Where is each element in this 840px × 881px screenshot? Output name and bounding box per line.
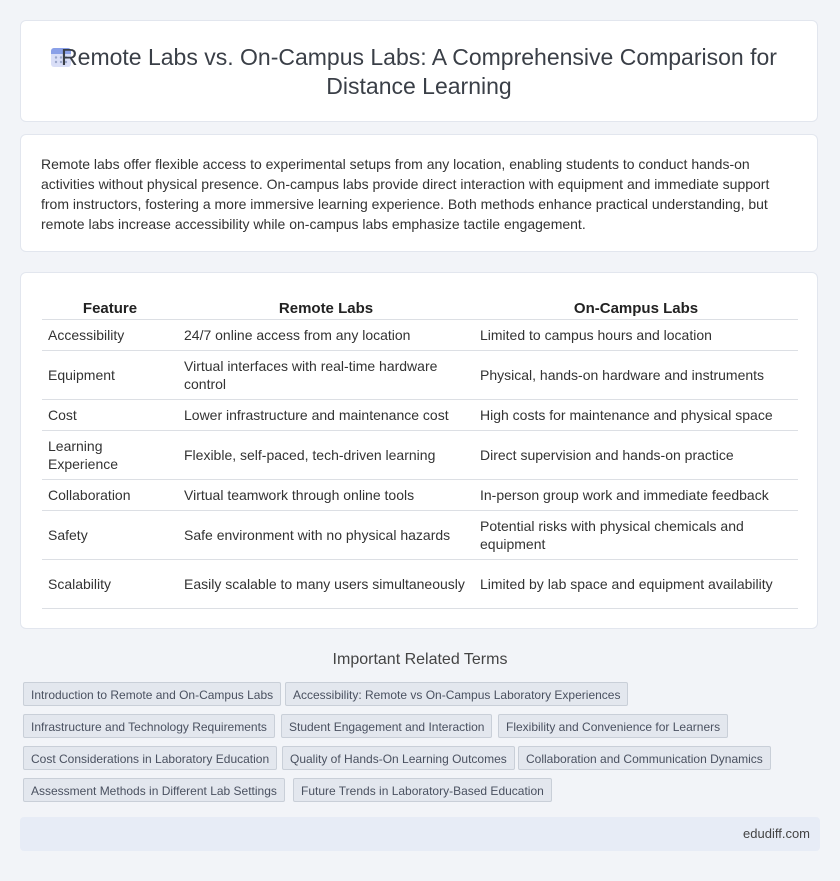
table-cell: Scalability (42, 560, 178, 609)
footer (20, 817, 820, 851)
related-term-tag[interactable]: Introduction to Remote and On-Campus Labs (23, 682, 281, 706)
table-cell: In-person group work and immediate feedback (474, 480, 798, 511)
related-term-tag[interactable]: Quality of Hands-On Learning Outcomes (282, 746, 515, 770)
table-cell: Safety (42, 511, 178, 560)
table-cell: 24/7 online access from any location (178, 320, 474, 351)
column-header: On-Campus Labs (474, 297, 798, 320)
table-row (42, 480, 798, 511)
table-header-row (42, 297, 798, 320)
related-term-tag[interactable]: Cost Considerations in Laboratory Education (23, 746, 277, 770)
table-row (42, 511, 798, 560)
table-cell: Direct supervision and hands-on practice (474, 431, 798, 480)
header-card (20, 20, 818, 122)
table-cell: Accessibility (42, 320, 178, 351)
table-cell: Limited by lab space and equipment availability (474, 560, 798, 609)
comparison-card (20, 272, 818, 629)
table-cell: Virtual teamwork through online tools (178, 480, 474, 511)
table-cell: Virtual interfaces with real-time hardware control (178, 351, 474, 400)
table-cell: Learning Experience (42, 431, 178, 480)
related-term-tag[interactable]: Infrastructure and Technology Requirements (23, 714, 275, 738)
related-term-tag[interactable]: Student Engagement and Interaction (281, 714, 492, 738)
table-cell: Collaboration (42, 480, 178, 511)
intro-paragraph: Remote labs offer flexible access to experimental setups from any location, enabling students to conduct hands-on activities without physical presence. On-campus labs provide direct interaction with equipment and immediate support from instructors, fostering a more immersive learning experience. Both methods enhance practical understanding, but remote labs increase accessibility while on-campus labs emphasize tactile engagement. (41, 156, 770, 232)
column-header: Remote Labs (178, 297, 474, 320)
comparison-table (42, 297, 798, 609)
table-cell: Limited to campus hours and location (474, 320, 798, 351)
footer-site-link[interactable]: edudiff.com (743, 826, 810, 841)
related-term-tag[interactable]: Collaboration and Communication Dynamics (518, 746, 771, 770)
table-row (42, 320, 798, 351)
related-term-tag[interactable]: Future Trends in Laboratory-Based Education (293, 778, 552, 802)
intro-card (20, 134, 818, 252)
column-header: Feature (42, 297, 178, 320)
page-title: Remote Labs vs. On-Campus Labs: A Comprehensive Comparison for Distance Learning (61, 44, 777, 99)
table-cell: High costs for maintenance and physical space (474, 400, 798, 431)
related-term-tag[interactable]: Assessment Methods in Different Lab Settings (23, 778, 285, 802)
table-row (42, 351, 798, 400)
table-row (42, 560, 798, 609)
table-cell: Physical, hands-on hardware and instruments (474, 351, 798, 400)
related-terms-title: Important Related Terms (332, 651, 508, 668)
table-cell: Lower infrastructure and maintenance cost (178, 400, 474, 431)
table-row (42, 431, 798, 480)
table-cell: Easily scalable to many users simultaneously (178, 560, 474, 609)
table-cell: Equipment (42, 351, 178, 400)
table-cell: Cost (42, 400, 178, 431)
table-cell: Flexible, self-paced, tech-driven learning (178, 431, 474, 480)
related-term-tag[interactable]: Accessibility: Remote vs On-Campus Laboratory Experiences (285, 682, 628, 706)
table-row (42, 400, 798, 431)
related-term-tag[interactable]: Flexibility and Convenience for Learners (498, 714, 728, 738)
table-cell: Potential risks with physical chemicals and equipment (474, 511, 798, 560)
table-cell: Safe environment with no physical hazards (178, 511, 474, 560)
